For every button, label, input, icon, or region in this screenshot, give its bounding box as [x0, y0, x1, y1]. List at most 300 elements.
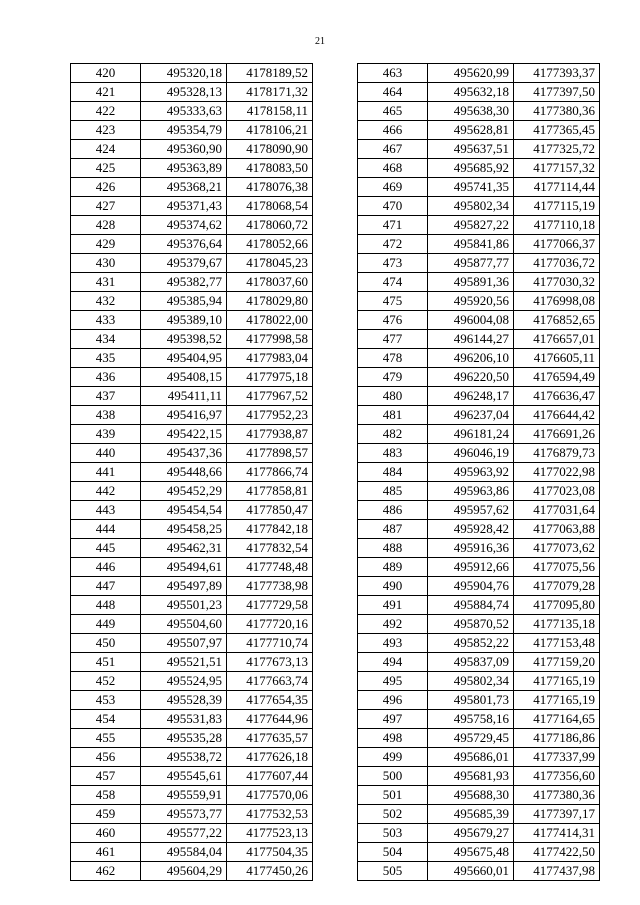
point-number-cell: 440 — [71, 444, 141, 463]
table-row — [71, 178, 313, 197]
y-coordinate-cell: 4177165,19 — [514, 691, 600, 710]
table-row — [358, 140, 600, 159]
point-number-cell: 442 — [71, 482, 141, 501]
table-row — [71, 615, 313, 634]
y-coordinate-cell: 4178052,66 — [227, 235, 313, 254]
table-row — [358, 368, 600, 387]
x-coordinate-cell: 495535,28 — [141, 729, 227, 748]
point-number-cell: 458 — [71, 786, 141, 805]
x-coordinate-cell: 495681,93 — [428, 767, 514, 786]
point-number-cell: 478 — [358, 349, 428, 368]
table-row — [358, 425, 600, 444]
y-coordinate-cell: 4177036,72 — [514, 254, 600, 273]
point-number-cell: 485 — [358, 482, 428, 501]
point-number-cell: 428 — [71, 216, 141, 235]
point-number-cell: 430 — [71, 254, 141, 273]
y-coordinate-cell: 4177898,57 — [227, 444, 313, 463]
point-number-cell: 459 — [71, 805, 141, 824]
y-coordinate-cell: 4176644,42 — [514, 406, 600, 425]
y-coordinate-cell: 4177858,81 — [227, 482, 313, 501]
y-coordinate-cell: 4177422,50 — [514, 843, 600, 862]
x-coordinate-cell: 495827,22 — [428, 216, 514, 235]
y-coordinate-cell: 4177356,60 — [514, 767, 600, 786]
x-coordinate-cell: 495729,45 — [428, 729, 514, 748]
table-row — [358, 501, 600, 520]
table-row — [71, 558, 313, 577]
y-coordinate-cell: 4178060,72 — [227, 216, 313, 235]
y-coordinate-cell: 4177393,37 — [514, 64, 600, 83]
point-number-cell: 482 — [358, 425, 428, 444]
table-row — [358, 387, 600, 406]
y-coordinate-cell: 4178189,52 — [227, 64, 313, 83]
point-number-cell: 494 — [358, 653, 428, 672]
x-coordinate-cell: 495675,48 — [428, 843, 514, 862]
point-number-cell: 446 — [71, 558, 141, 577]
x-coordinate-cell: 495660,01 — [428, 862, 514, 881]
x-coordinate-cell: 495528,39 — [141, 691, 227, 710]
y-coordinate-cell: 4178158,11 — [227, 102, 313, 121]
table-row — [358, 406, 600, 425]
table-row — [71, 159, 313, 178]
point-number-cell: 433 — [71, 311, 141, 330]
table-row — [358, 121, 600, 140]
point-number-cell: 445 — [71, 539, 141, 558]
x-coordinate-cell: 495385,94 — [141, 292, 227, 311]
point-number-cell: 489 — [358, 558, 428, 577]
coordinates-table-right — [357, 63, 600, 881]
table-row — [71, 805, 313, 824]
y-coordinate-cell: 4176605,11 — [514, 349, 600, 368]
table-row — [71, 330, 313, 349]
point-number-cell: 437 — [71, 387, 141, 406]
point-number-cell: 467 — [358, 140, 428, 159]
x-coordinate-cell: 495497,89 — [141, 577, 227, 596]
table-row — [71, 444, 313, 463]
table-row — [71, 273, 313, 292]
table-row — [71, 596, 313, 615]
y-coordinate-cell: 4178022,00 — [227, 311, 313, 330]
x-coordinate-cell: 495685,92 — [428, 159, 514, 178]
x-coordinate-cell: 495637,51 — [428, 140, 514, 159]
y-coordinate-cell: 4177066,37 — [514, 235, 600, 254]
y-coordinate-cell: 4176691,26 — [514, 425, 600, 444]
point-number-cell: 448 — [71, 596, 141, 615]
table-row — [71, 672, 313, 691]
table-row — [358, 596, 600, 615]
y-coordinate-cell: 4177644,96 — [227, 710, 313, 729]
x-coordinate-cell: 495957,62 — [428, 501, 514, 520]
table-row — [71, 767, 313, 786]
y-coordinate-cell: 4177095,80 — [514, 596, 600, 615]
x-coordinate-cell: 495360,90 — [141, 140, 227, 159]
point-number-cell: 425 — [71, 159, 141, 178]
point-number-cell: 503 — [358, 824, 428, 843]
coordinates-table-right-body — [358, 64, 600, 881]
coordinates-table-left-body — [71, 64, 313, 881]
y-coordinate-cell: 4177153,48 — [514, 634, 600, 653]
y-coordinate-cell: 4176879,73 — [514, 444, 600, 463]
y-coordinate-cell: 4177114,44 — [514, 178, 600, 197]
x-coordinate-cell: 495758,16 — [428, 710, 514, 729]
table-row — [71, 691, 313, 710]
x-coordinate-cell: 495573,77 — [141, 805, 227, 824]
point-number-cell: 471 — [358, 216, 428, 235]
point-number-cell: 492 — [358, 615, 428, 634]
y-coordinate-cell: 4177607,44 — [227, 767, 313, 786]
x-coordinate-cell: 495416,97 — [141, 406, 227, 425]
y-coordinate-cell: 4177075,56 — [514, 558, 600, 577]
table-row — [358, 710, 600, 729]
point-number-cell: 481 — [358, 406, 428, 425]
x-coordinate-cell: 496206,10 — [428, 349, 514, 368]
y-coordinate-cell: 4177663,74 — [227, 672, 313, 691]
x-coordinate-cell: 495577,22 — [141, 824, 227, 843]
x-coordinate-cell: 495379,67 — [141, 254, 227, 273]
x-coordinate-cell: 495620,99 — [428, 64, 514, 83]
point-number-cell: 444 — [71, 520, 141, 539]
table-row — [71, 197, 313, 216]
y-coordinate-cell: 4177079,28 — [514, 577, 600, 596]
x-coordinate-cell: 495408,15 — [141, 368, 227, 387]
table-row — [358, 254, 600, 273]
point-number-cell: 473 — [358, 254, 428, 273]
x-coordinate-cell: 495452,29 — [141, 482, 227, 501]
point-number-cell: 439 — [71, 425, 141, 444]
table-row — [71, 216, 313, 235]
table-row — [358, 482, 600, 501]
point-number-cell: 421 — [71, 83, 141, 102]
x-coordinate-cell: 495963,86 — [428, 482, 514, 501]
x-coordinate-cell: 495458,25 — [141, 520, 227, 539]
x-coordinate-cell: 495685,39 — [428, 805, 514, 824]
x-coordinate-cell: 495368,21 — [141, 178, 227, 197]
x-coordinate-cell: 495524,95 — [141, 672, 227, 691]
point-number-cell: 461 — [71, 843, 141, 862]
point-number-cell: 443 — [71, 501, 141, 520]
x-coordinate-cell: 495454,54 — [141, 501, 227, 520]
x-coordinate-cell: 495376,64 — [141, 235, 227, 254]
point-number-cell: 496 — [358, 691, 428, 710]
x-coordinate-cell: 495628,81 — [428, 121, 514, 140]
x-coordinate-cell: 495462,31 — [141, 539, 227, 558]
table-row — [358, 862, 600, 881]
point-number-cell: 447 — [71, 577, 141, 596]
table-row — [358, 292, 600, 311]
table-row — [358, 558, 600, 577]
point-number-cell: 450 — [71, 634, 141, 653]
point-number-cell: 486 — [358, 501, 428, 520]
x-coordinate-cell: 495852,22 — [428, 634, 514, 653]
y-coordinate-cell: 4177186,86 — [514, 729, 600, 748]
point-number-cell: 426 — [71, 178, 141, 197]
point-number-cell: 470 — [358, 197, 428, 216]
table-row — [71, 824, 313, 843]
x-coordinate-cell: 495963,92 — [428, 463, 514, 482]
x-coordinate-cell: 495382,77 — [141, 273, 227, 292]
x-coordinate-cell: 495877,77 — [428, 254, 514, 273]
point-number-cell: 493 — [358, 634, 428, 653]
y-coordinate-cell: 4177135,18 — [514, 615, 600, 634]
x-coordinate-cell: 496046,19 — [428, 444, 514, 463]
table-row — [71, 83, 313, 102]
point-number-cell: 436 — [71, 368, 141, 387]
x-coordinate-cell: 495801,73 — [428, 691, 514, 710]
table-row — [71, 729, 313, 748]
x-coordinate-cell: 495328,13 — [141, 83, 227, 102]
y-coordinate-cell: 4177998,58 — [227, 330, 313, 349]
y-coordinate-cell: 4177673,13 — [227, 653, 313, 672]
table-row — [358, 691, 600, 710]
table-row — [71, 406, 313, 425]
point-number-cell: 479 — [358, 368, 428, 387]
x-coordinate-cell: 495437,36 — [141, 444, 227, 463]
table-row — [71, 140, 313, 159]
table-row — [358, 634, 600, 653]
point-number-cell: 497 — [358, 710, 428, 729]
table-row — [71, 539, 313, 558]
point-number-cell: 495 — [358, 672, 428, 691]
y-coordinate-cell: 4177450,26 — [227, 862, 313, 881]
table-row — [358, 235, 600, 254]
table-row — [71, 425, 313, 444]
x-coordinate-cell: 495501,23 — [141, 596, 227, 615]
x-coordinate-cell: 495916,36 — [428, 539, 514, 558]
point-number-cell: 498 — [358, 729, 428, 748]
point-number-cell: 451 — [71, 653, 141, 672]
x-coordinate-cell: 495389,10 — [141, 311, 227, 330]
point-number-cell: 441 — [71, 463, 141, 482]
y-coordinate-cell: 4177031,64 — [514, 501, 600, 520]
x-coordinate-cell: 495891,36 — [428, 273, 514, 292]
y-coordinate-cell: 4178090,90 — [227, 140, 313, 159]
x-coordinate-cell: 495374,62 — [141, 216, 227, 235]
table-row — [71, 387, 313, 406]
y-coordinate-cell: 4177967,52 — [227, 387, 313, 406]
point-number-cell: 483 — [358, 444, 428, 463]
y-coordinate-cell: 4177030,32 — [514, 273, 600, 292]
y-coordinate-cell: 4177414,31 — [514, 824, 600, 843]
x-coordinate-cell: 496220,50 — [428, 368, 514, 387]
point-number-cell: 491 — [358, 596, 428, 615]
y-coordinate-cell: 4177110,18 — [514, 216, 600, 235]
x-coordinate-cell: 495404,95 — [141, 349, 227, 368]
table-row — [358, 843, 600, 862]
point-number-cell: 435 — [71, 349, 141, 368]
x-coordinate-cell: 495802,34 — [428, 672, 514, 691]
point-number-cell: 466 — [358, 121, 428, 140]
x-coordinate-cell: 495504,60 — [141, 615, 227, 634]
x-coordinate-cell: 496237,04 — [428, 406, 514, 425]
table-row — [71, 577, 313, 596]
point-number-cell: 468 — [358, 159, 428, 178]
y-coordinate-cell: 4177523,13 — [227, 824, 313, 843]
y-coordinate-cell: 4177115,19 — [514, 197, 600, 216]
table-row — [358, 824, 600, 843]
point-number-cell: 488 — [358, 539, 428, 558]
table-row — [71, 292, 313, 311]
y-coordinate-cell: 4177738,98 — [227, 577, 313, 596]
y-coordinate-cell: 4177437,98 — [514, 862, 600, 881]
y-coordinate-cell: 4177532,53 — [227, 805, 313, 824]
x-coordinate-cell: 495679,27 — [428, 824, 514, 843]
x-coordinate-cell: 495920,56 — [428, 292, 514, 311]
table-row — [358, 444, 600, 463]
table-row — [358, 786, 600, 805]
y-coordinate-cell: 4177023,08 — [514, 482, 600, 501]
point-number-cell: 462 — [71, 862, 141, 881]
y-coordinate-cell: 4177397,17 — [514, 805, 600, 824]
point-number-cell: 423 — [71, 121, 141, 140]
point-number-cell: 438 — [71, 406, 141, 425]
table-row — [71, 786, 313, 805]
y-coordinate-cell: 4177165,19 — [514, 672, 600, 691]
point-number-cell: 472 — [358, 235, 428, 254]
point-number-cell: 456 — [71, 748, 141, 767]
y-coordinate-cell: 4177729,58 — [227, 596, 313, 615]
point-number-cell: 449 — [71, 615, 141, 634]
y-coordinate-cell: 4177570,06 — [227, 786, 313, 805]
y-coordinate-cell: 4178106,21 — [227, 121, 313, 140]
table-row — [358, 273, 600, 292]
table-row — [71, 710, 313, 729]
y-coordinate-cell: 4177380,36 — [514, 786, 600, 805]
table-row — [71, 634, 313, 653]
point-number-cell: 469 — [358, 178, 428, 197]
table-row — [71, 368, 313, 387]
table-row — [358, 330, 600, 349]
point-number-cell: 477 — [358, 330, 428, 349]
y-coordinate-cell: 4177938,87 — [227, 425, 313, 444]
y-coordinate-cell: 4178037,60 — [227, 273, 313, 292]
point-number-cell: 432 — [71, 292, 141, 311]
y-coordinate-cell: 4178045,23 — [227, 254, 313, 273]
table-row — [358, 349, 600, 368]
x-coordinate-cell: 495411,11 — [141, 387, 227, 406]
x-coordinate-cell: 496248,17 — [428, 387, 514, 406]
table-row — [358, 178, 600, 197]
y-coordinate-cell: 4177380,36 — [514, 102, 600, 121]
y-coordinate-cell: 4177073,62 — [514, 539, 600, 558]
y-coordinate-cell: 4177983,04 — [227, 349, 313, 368]
table-row — [71, 748, 313, 767]
point-number-cell: 434 — [71, 330, 141, 349]
point-number-cell: 500 — [358, 767, 428, 786]
table-row — [71, 520, 313, 539]
y-coordinate-cell: 4177748,48 — [227, 558, 313, 577]
table-row — [358, 767, 600, 786]
y-coordinate-cell: 4177504,35 — [227, 843, 313, 862]
x-coordinate-cell: 495604,29 — [141, 862, 227, 881]
x-coordinate-cell: 495584,04 — [141, 843, 227, 862]
table-row — [358, 539, 600, 558]
x-coordinate-cell: 495912,66 — [428, 558, 514, 577]
x-coordinate-cell: 495928,42 — [428, 520, 514, 539]
y-coordinate-cell: 4177337,99 — [514, 748, 600, 767]
point-number-cell: 480 — [358, 387, 428, 406]
table-row — [71, 64, 313, 83]
y-coordinate-cell: 4177720,16 — [227, 615, 313, 634]
table-row — [71, 121, 313, 140]
table-row — [358, 615, 600, 634]
table-row — [358, 748, 600, 767]
y-coordinate-cell: 4177159,20 — [514, 653, 600, 672]
table-row — [358, 672, 600, 691]
table-row — [71, 862, 313, 881]
x-coordinate-cell: 495320,18 — [141, 64, 227, 83]
point-number-cell: 501 — [358, 786, 428, 805]
point-number-cell: 429 — [71, 235, 141, 254]
y-coordinate-cell: 4177397,50 — [514, 83, 600, 102]
x-coordinate-cell: 496004,08 — [428, 311, 514, 330]
x-coordinate-cell: 496181,24 — [428, 425, 514, 444]
table-row — [358, 520, 600, 539]
x-coordinate-cell: 495354,79 — [141, 121, 227, 140]
x-coordinate-cell: 495371,43 — [141, 197, 227, 216]
y-coordinate-cell: 4177832,54 — [227, 539, 313, 558]
point-number-cell: 463 — [358, 64, 428, 83]
point-number-cell: 452 — [71, 672, 141, 691]
table-row — [71, 463, 313, 482]
table-row — [358, 729, 600, 748]
x-coordinate-cell: 495884,74 — [428, 596, 514, 615]
table-row — [71, 102, 313, 121]
x-coordinate-cell: 495363,89 — [141, 159, 227, 178]
x-coordinate-cell: 495837,09 — [428, 653, 514, 672]
y-coordinate-cell: 4176657,01 — [514, 330, 600, 349]
y-coordinate-cell: 4177022,98 — [514, 463, 600, 482]
page-number: 21 — [315, 36, 325, 47]
y-coordinate-cell: 4178068,54 — [227, 197, 313, 216]
x-coordinate-cell: 495545,61 — [141, 767, 227, 786]
x-coordinate-cell: 495688,30 — [428, 786, 514, 805]
table-row — [71, 501, 313, 520]
y-coordinate-cell: 4176998,08 — [514, 292, 600, 311]
point-number-cell: 484 — [358, 463, 428, 482]
x-coordinate-cell: 495507,97 — [141, 634, 227, 653]
point-number-cell: 464 — [358, 83, 428, 102]
table-row — [358, 102, 600, 121]
point-number-cell: 487 — [358, 520, 428, 539]
y-coordinate-cell: 4177866,74 — [227, 463, 313, 482]
table-row — [358, 653, 600, 672]
x-coordinate-cell: 495559,91 — [141, 786, 227, 805]
table-row — [358, 577, 600, 596]
y-coordinate-cell: 4177157,32 — [514, 159, 600, 178]
table-row — [358, 805, 600, 824]
table-row — [71, 311, 313, 330]
table-row — [358, 197, 600, 216]
point-number-cell: 460 — [71, 824, 141, 843]
point-number-cell: 499 — [358, 748, 428, 767]
point-number-cell: 490 — [358, 577, 428, 596]
y-coordinate-cell: 4177710,74 — [227, 634, 313, 653]
y-coordinate-cell: 4178083,50 — [227, 159, 313, 178]
y-coordinate-cell: 4177164,65 — [514, 710, 600, 729]
table-row — [358, 311, 600, 330]
x-coordinate-cell: 495531,83 — [141, 710, 227, 729]
point-number-cell: 476 — [358, 311, 428, 330]
y-coordinate-cell: 4177325,72 — [514, 140, 600, 159]
point-number-cell: 431 — [71, 273, 141, 292]
table-row — [71, 235, 313, 254]
point-number-cell: 465 — [358, 102, 428, 121]
y-coordinate-cell: 4178171,32 — [227, 83, 313, 102]
x-coordinate-cell: 495333,63 — [141, 102, 227, 121]
y-coordinate-cell: 4177063,88 — [514, 520, 600, 539]
y-coordinate-cell: 4177952,23 — [227, 406, 313, 425]
x-coordinate-cell: 495448,66 — [141, 463, 227, 482]
point-number-cell: 475 — [358, 292, 428, 311]
